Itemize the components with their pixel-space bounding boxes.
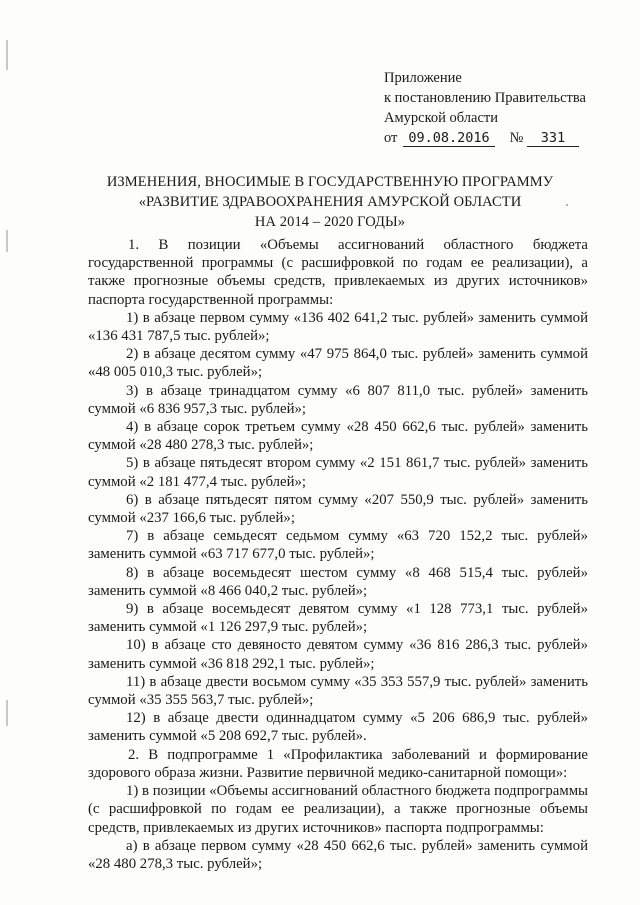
title-line-3: НА 2014 – 2020 ГОДЫ»	[254, 214, 406, 230]
paragraph: 12) в абзаце двести одиннадцатом сумму «5 206 686,9 тыс. рублей» заменить суммой «5 208 692,7 тыс. рублей».	[88, 710, 588, 745]
document-title	[60, 172, 600, 232]
paragraph: 9) в абзаце восемьдесят девятом сумму «1 128 773,1 тыс. рублей» заменить суммой «1 126 297,9 тыс. рублей»;	[88, 601, 588, 636]
appendix-region-line: Амурской области	[384, 110, 498, 126]
paragraph: 4) в абзаце сорок третьем сумму «28 450 662,6 тыс. рублей» заменить суммой «28 480 278,3 тыс. рублей»;	[88, 419, 588, 454]
paragraph: 1) в позиции «Объемы ассигнований областного бюджета подпрограммы (с расшифровкой по годам ее реализации), а также прогнозные объемы средств, привлекаемых из других источников» паспорта подпрограммы:	[88, 783, 588, 836]
paragraph: 10) в абзаце сто девяносто девятом сумму «36 816 286,3 тыс. рублей» заменить суммой «36 818 292,1 тыс. рублей»;	[88, 637, 588, 672]
paragraph: 1. В позиции «Объемы ассигнований областного бюджета государственной программы (с расшифровкой по годам ее реализации), а также прогнозные объемы средств, привлекаемых из других источников» паспорта государственной программы:	[88, 237, 588, 308]
decree-number: 331	[527, 130, 579, 147]
paragraph: а) в абзаце первом сумму «28 450 662,6 тыс. рублей» заменить суммой «28 480 278,3 тыс. рублей»;	[88, 837, 588, 872]
scan-edge-mark	[6, 700, 8, 726]
paragraph: 8) в абзаце восемьдесят шестом сумму «8 468 515,4 тыс. рублей» заменить суммой «8 466 040,2 тыс. рублей»;	[88, 564, 588, 599]
appendix-block	[384, 68, 586, 148]
paragraph: 7) в абзаце семьдесят седьмом сумму «63 720 152,2 тыс. рублей» заменить суммой «63 717 677,0 тыс. рублей»;	[88, 528, 588, 563]
scan-edge-mark	[6, 230, 8, 252]
paragraph: 3) в абзаце тринадцатом сумму «6 807 811,0 тыс. рублей» заменить суммой «6 836 957,3 тыс. рублей»;	[88, 382, 588, 417]
title-line-2: «РАЗВИТИЕ ЗДРАВООХРАНЕНИЯ АМУРСКОЙ ОБЛАСТИ	[138, 194, 522, 210]
appendix-date-number-line	[384, 128, 586, 148]
paragraph: 1) в абзаце первом сумму «136 402 641,2 тыс. рублей» заменить суммой «136 431 787,5 тыс. рублей»;	[88, 309, 588, 345]
decree-date: 09.08.2016	[403, 130, 495, 147]
paragraph: 2. В подпрограмме 1 «Профилактика заболеваний и формирование здорового образа жизни. Развитие первичной медико-санитарной помощи»:	[88, 746, 588, 781]
number-label: №	[509, 130, 524, 146]
paragraph: 11) в абзаце двести восьмом сумму «35 353 557,9 тыс. рублей» заменить суммой «35 355 563,7 тыс. рублей»;	[88, 673, 588, 709]
from-label: от	[384, 130, 398, 146]
paragraph: 6) в абзаце пятьдесят пятом сумму «207 550,9 тыс. рублей» заменить суммой «237 166,6 тыс. рублей»;	[88, 491, 588, 527]
scan-edge-mark	[6, 40, 8, 70]
appendix-decree-line: к постановлению Правительства	[384, 90, 586, 106]
paragraph: 5) в абзаце пятьдесят втором сумму «2 151 861,7 тыс. рублей» заменить суммой «2 181 477,4 тыс. рублей»;	[88, 455, 588, 490]
paragraph: 2) в абзаце десятом сумму «47 975 864,0 тыс. рублей» заменить суммой «48 005 010,3 тыс. рублей»;	[88, 346, 588, 381]
appendix-label: Приложение	[384, 70, 462, 86]
document-body	[88, 236, 588, 873]
title-line-1: ИЗМЕНЕНИЯ, ВНОСИМЫЕ В ГОСУДАРСТВЕННУЮ ПРОГРАММУ	[106, 174, 554, 190]
